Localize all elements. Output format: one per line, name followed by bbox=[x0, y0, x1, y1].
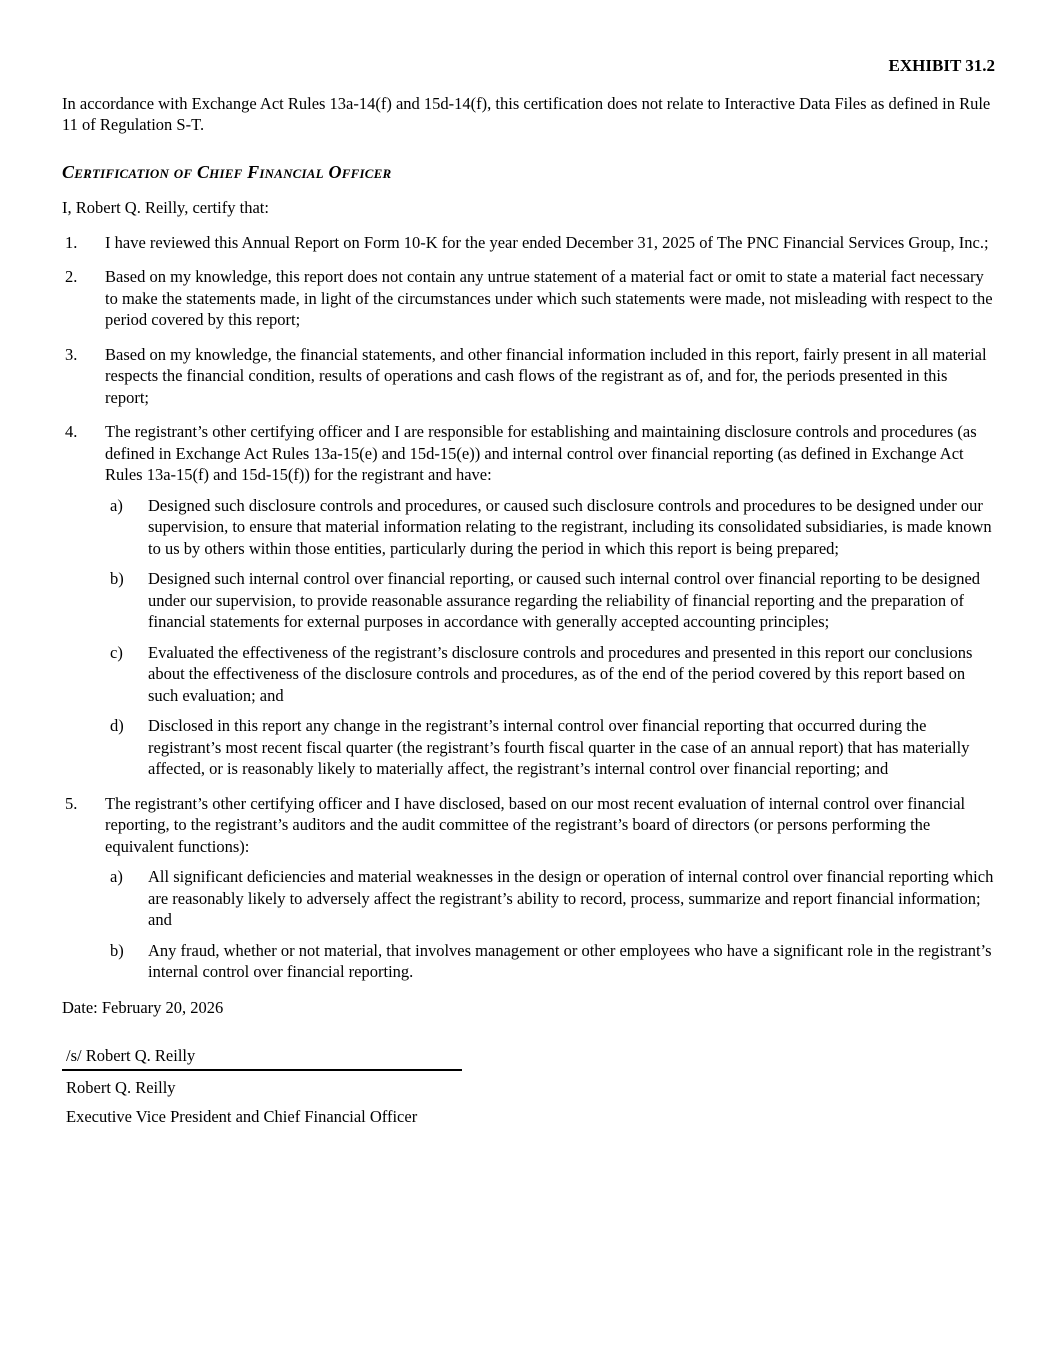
sub-item-letter: a) bbox=[110, 495, 123, 515]
sub-item-letter: a) bbox=[110, 867, 123, 886]
item-text: Based on my knowledge, this report does not contain any untrue statement of a material fact or omit to state a material fact necessary to make the statements made, in light of the circumstances under which such statements were made, not misleading with respect to the period covered by this report; bbox=[105, 267, 993, 329]
item-body bbox=[105, 793, 995, 983]
signature-text: /s/ Robert Q. Reilly bbox=[66, 1046, 196, 1065]
list-item-5 bbox=[62, 793, 995, 983]
list-item-2 bbox=[62, 266, 995, 331]
sub-item-4d bbox=[105, 715, 995, 780]
exhibit-label: EXHIBIT 31.2 bbox=[888, 56, 995, 75]
signer-title: Executive Vice President and Chief Financial Officer bbox=[66, 1106, 418, 1126]
date-line: Date: February 20, 2026 bbox=[62, 997, 224, 1017]
signature-rule bbox=[62, 1069, 462, 1071]
item-body bbox=[105, 421, 995, 780]
sub-item-text: All significant deficiencies and material weaknesses in the design or operation of internal control over financial reporting which are reasonably likely to adversely affect the registrant’s ability to record, process, summarize and report financial information; and bbox=[148, 867, 994, 929]
item-number: 3. bbox=[65, 344, 78, 364]
list-item-1 bbox=[62, 232, 995, 254]
sub-item-text: Designed such internal control over financial reporting, or caused such internal control over financial reporting to be designed under our supervision, to provide reasonable assurance regarding the reliability of financial reporting and the preparation of financial statements for external purposes in accordance with generally accepted accounting principles; bbox=[148, 569, 981, 631]
item-text: The registrant’s other certifying officer and I have disclosed, based on our most recent evaluation of internal control over financial reporting, to the registrant’s auditors and the audit committee of the registrant’s board of directors (or persons performing the equivalent functions): bbox=[105, 793, 966, 856]
item-number: 2. bbox=[65, 267, 78, 286]
sub-item-4c bbox=[105, 642, 995, 707]
sub-item-5b bbox=[105, 940, 995, 983]
intro-paragraph: In accordance with Exchange Act Rules 13a-14(f) and 15d-14(f), this certification does not relate to Interactive Data Files as defined in Rule 11 of Regulation S-T. bbox=[62, 93, 991, 134]
sub-item-letter: c) bbox=[110, 642, 123, 662]
sub-item-letter: b) bbox=[110, 569, 124, 588]
sub-item-4a bbox=[105, 495, 995, 560]
sub-item-text: Evaluated the effectiveness of the registrant’s disclosure controls and procedures and presented in this report our conclusions about the effectiveness of the disclosure controls and procedures, as of the end of the period covered by this report based on such evaluation; and bbox=[148, 642, 973, 705]
list-item-3 bbox=[62, 344, 995, 409]
signer-name: Robert Q. Reilly bbox=[66, 1077, 176, 1097]
item-number: 4. bbox=[65, 422, 78, 441]
item-text: I have reviewed this Annual Report on Form 10-K for the year ended December 31, 2025 of The PNC Financial Services Group, Inc.; bbox=[105, 232, 989, 252]
sub-item-text: Any fraud, whether or not material, that involves management or other employees who have a significant role in the registrant’s internal control over financial reporting. bbox=[148, 940, 992, 981]
certification-heading: Certification of Chief Financial Officer bbox=[62, 161, 392, 182]
item-number: 1. bbox=[65, 232, 78, 252]
item-number: 5. bbox=[65, 793, 78, 813]
signature-block bbox=[62, 1045, 995, 1129]
list-item-4 bbox=[62, 421, 995, 780]
sub-item-letter: b) bbox=[110, 940, 124, 960]
sub-item-5a bbox=[105, 866, 995, 931]
item-text: Based on my knowledge, the financial statements, and other financial information included in this report, fairly present in all material respects the financial condition, results of operations and cash flows of the registrant as of, and for, the periods presented in this report; bbox=[105, 344, 987, 407]
sub-item-text: Disclosed in this report any change in the registrant’s internal control over financial reporting that occurred during the registrant’s most recent fiscal quarter (the registrant’s fourth fiscal quarter in the case of an annual report) that has materially affected, or is reasonably likely to materially affect, the registrant’s internal control over financial reporting; and bbox=[148, 716, 970, 778]
certify-line: I, Robert Q. Reilly, certify that: bbox=[62, 198, 269, 217]
sub-item-4b bbox=[105, 568, 995, 633]
sub-item-text: Designed such disclosure controls and procedures, or caused such disclosure controls and procedures to be designed under our supervision, to ensure that material information relating to the registrant, including its consolidated subsidiaries, is made known to us by others within those entities, particularly during the period in which this report is being prepared; bbox=[148, 495, 992, 558]
certification-list bbox=[62, 232, 995, 983]
item-text: The registrant’s other certifying officer and I are responsible for establishing and maintaining disclosure controls and procedures (as defined in Exchange Act Rules 13a-15(e) and 15d-15(e)) and internal control over financial reporting (as defined in Exchange Act Rules 13a-15(f) and 15d-15(f)) for the registrant and have: bbox=[105, 422, 977, 484]
sub-item-letter: d) bbox=[110, 716, 124, 735]
